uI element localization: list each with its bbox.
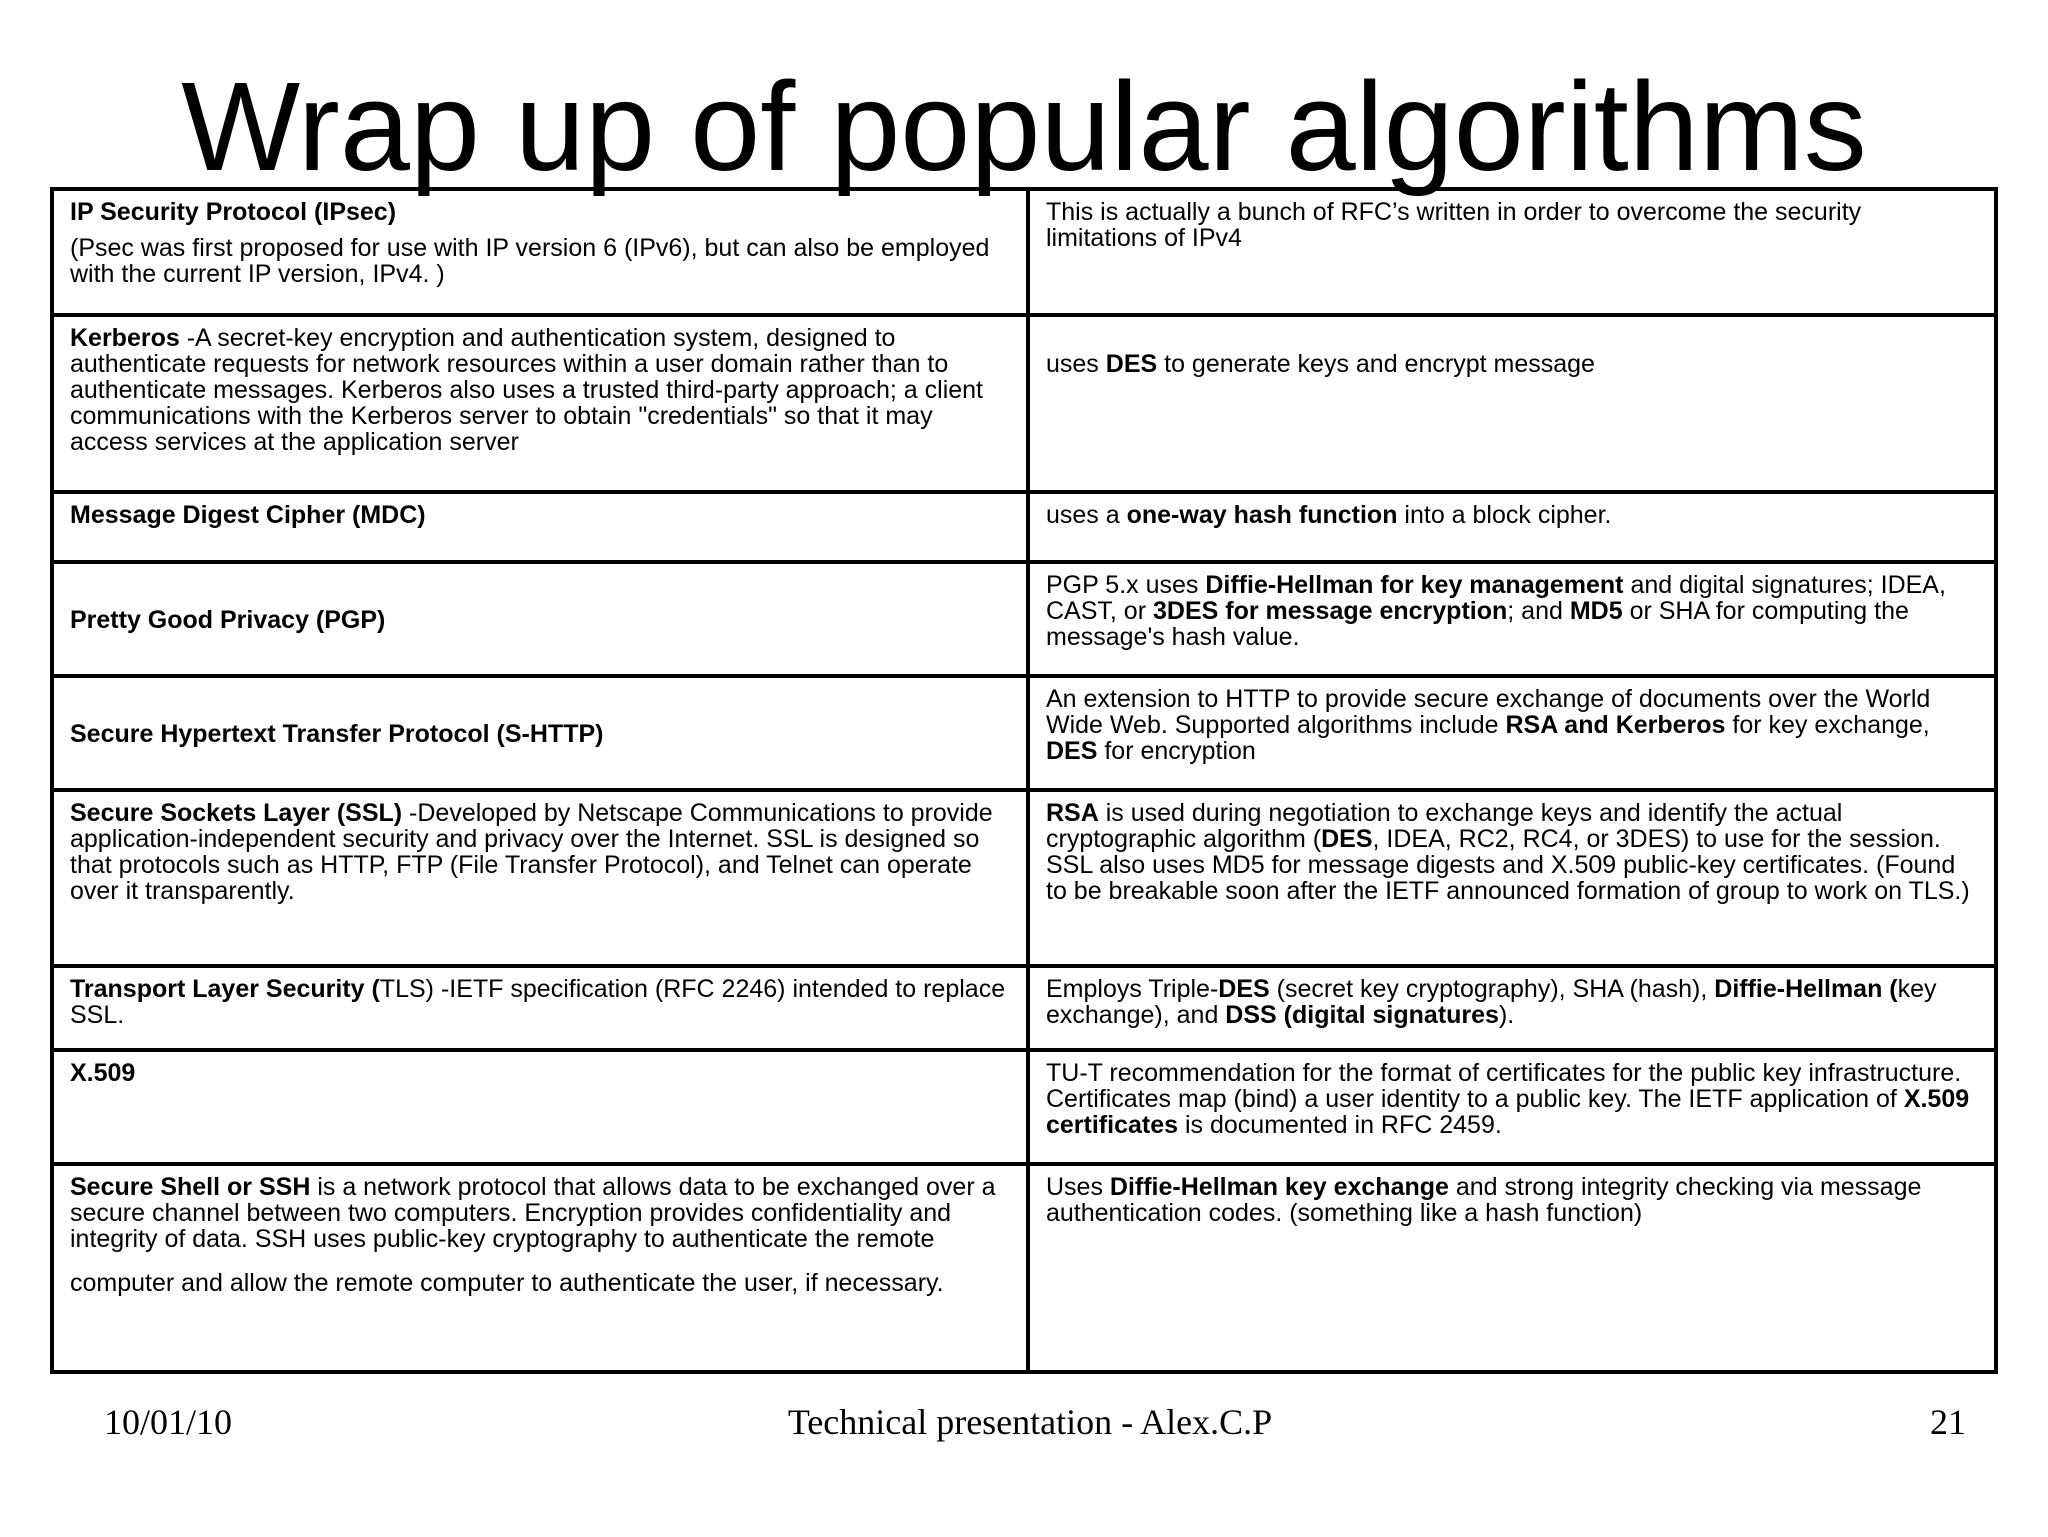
cell-x509-detail xyxy=(1028,1050,1996,1164)
slide-title: Wrap up of popular algorithms xyxy=(181,56,1867,197)
algorithm-description: is a network protocol that allows data to be exchanged over a secure channel between two computers. Encryption provides confidentiality and integrity of data. SSH uses public-key cryptography to authenticate the remote xyxy=(70,1173,996,1253)
detail-text: TU-T recommendation for the format of certificates for the public key infrastructure. Certificates map (bind) a user identity to a public key. The IETF application of xyxy=(1046,1059,1962,1113)
cell-pgp-detail xyxy=(1028,562,1996,676)
detail-keyword: DSS (digital signatures xyxy=(1225,1001,1499,1029)
algorithm-name: IP Security Protocol (IPsec) xyxy=(70,198,397,226)
cell-tls-name xyxy=(52,966,1028,1050)
table-row-pgp xyxy=(52,562,1996,676)
detail-text: Uses xyxy=(1046,1173,1110,1201)
detail-keyword: Diffie-Hellman ( xyxy=(1714,975,1898,1003)
detail-keyword: DES xyxy=(1321,825,1373,853)
detail-text: uses xyxy=(1046,350,1106,378)
table-row-x509 xyxy=(52,1050,1996,1164)
algorithm-name: Message Digest Cipher (MDC) xyxy=(70,501,426,529)
table-row-tls xyxy=(52,966,1996,1050)
algorithm-name: Secure Sockets Layer (SSL) xyxy=(70,799,403,827)
detail-text: ; and xyxy=(1507,597,1570,625)
footer-date: 10/01/10 xyxy=(104,1402,233,1442)
cell-kerberos-name xyxy=(52,315,1028,492)
algorithm-name: Transport Layer Security ( xyxy=(70,975,380,1003)
detail-keyword: RSA xyxy=(1046,799,1099,827)
algorithm-description: TLS) -IETF specification (RFC 2246) intended to replace SSL. xyxy=(70,975,1006,1029)
cell-mdc-detail xyxy=(1028,492,1996,562)
algorithm-description: -Developed by Netscape Communications to provide application-independent security and privacy over the Internet. SSL is designed so that protocols such as HTTP, FTP (File Transfer Protocol), and Telnet can operate over it transparently. xyxy=(70,799,993,905)
detail-text: for encryption xyxy=(1097,737,1256,765)
cell-ssl-detail xyxy=(1028,790,1996,966)
algorithm-name: Secure Hypertext Transfer Protocol (S-HTTP) xyxy=(70,720,604,748)
detail-keyword: RSA and Kerberos xyxy=(1505,711,1726,739)
detail-text: uses a xyxy=(1046,501,1127,529)
cell-ssl-name xyxy=(52,790,1028,966)
detail-text: into a block cipher. xyxy=(1397,501,1612,529)
detail-keyword: Diffie-Hellman key exchange xyxy=(1109,1173,1449,1201)
table-row-ssh xyxy=(52,1164,1996,1372)
table-row-ipsec xyxy=(52,189,1996,315)
detail-text: is used during negotiation to exchange keys and identify the actual cryptographic algorithm ( xyxy=(1046,799,1843,853)
algorithms-table-wrapper xyxy=(50,187,1994,1374)
algorithm-name: X.509 xyxy=(70,1059,136,1087)
cell-mdc-name xyxy=(52,492,1028,562)
cell-kerberos-detail xyxy=(1028,315,1996,492)
algorithm-name: Secure Shell or SSH xyxy=(70,1173,311,1201)
cell-x509-name xyxy=(52,1050,1028,1164)
detail-keyword: DES xyxy=(1046,737,1098,765)
cell-ssh-name xyxy=(52,1164,1028,1372)
table-row-mdc xyxy=(52,492,1996,562)
cell-pgp-name xyxy=(52,562,1028,676)
detail-text: or SHA for computing the message's hash value. xyxy=(1046,597,1909,651)
detail-text: An extension to HTTP to provide secure exchange of documents over the World Wide Web. Supported algorithms include xyxy=(1046,685,1931,739)
detail-text: ). xyxy=(1498,1001,1515,1029)
table-row-ssl xyxy=(52,790,1996,966)
detail-text: key exchange), and xyxy=(1046,975,1937,1029)
detail-text: for key exchange, xyxy=(1725,711,1930,739)
detail-keyword: 3DES for message encryption xyxy=(1152,597,1508,625)
detail-keyword: DES xyxy=(1105,350,1158,378)
footer-presentation-title: Technical presentation - Alex.C.P xyxy=(787,1402,1273,1442)
detail-keyword: Diffie-Hellman for key management xyxy=(1205,571,1624,599)
algorithm-description-continued: computer and allow the remote computer to authenticate the user, if necessary. xyxy=(70,1269,944,1297)
algorithm-description: -A secret-key encryption and authentication system, designed to authenticate requests for network resources within a user domain rather than to authenticate messages. Kerberos also uses a trusted third-party approach; a client communications with the Kerberos server to obtain "credentials" so that it may access services at the application server xyxy=(70,324,984,456)
detail-text: Employs Triple- xyxy=(1046,975,1219,1003)
detail-text: and strong integrity checking via message authentication codes. (something like a hash function) xyxy=(1046,1173,1922,1227)
detail-text: , IDEA, RC2, RC4, or 3DES) to use for the session. SSL also uses MD5 for message digests and X.509 public-key certificates. (Found to be breakable soon after the IETF announced formation of group to work on TLS.) xyxy=(1046,825,1970,905)
detail-keyword: DES xyxy=(1218,975,1270,1003)
algorithms-table xyxy=(50,187,1998,1374)
detail-keyword: X.509 certificates xyxy=(1046,1085,1970,1139)
detail-text: and digital signatures; IDEA, CAST, or xyxy=(1046,571,1946,625)
algorithm-note: (Psec was first proposed for use with IP version 6 (IPv6), but can also be employed with the current IP version, IPv4. ) xyxy=(70,234,990,288)
detail-keyword: MD5 xyxy=(1569,597,1623,625)
table-row-kerberos xyxy=(52,315,1996,492)
table-row-shttp xyxy=(52,676,1996,790)
detail-text: to generate keys and encrypt message xyxy=(1157,350,1595,378)
cell-shttp-detail xyxy=(1028,676,1996,790)
algorithm-name: Kerberos xyxy=(70,324,180,352)
detail-text: (secret key cryptography), SHA (hash), xyxy=(1269,975,1715,1003)
detail-text: is documented in RFC 2459. xyxy=(1178,1111,1502,1139)
cell-ipsec-name xyxy=(52,189,1028,315)
cell-tls-detail xyxy=(1028,966,1996,1050)
cell-ssh-detail xyxy=(1028,1164,1996,1372)
algorithm-detail: This is actually a bunch of RFC’s written in order to overcome the security limitations of IPv4 xyxy=(1046,198,1862,252)
footer-page-number: 21 xyxy=(1930,1402,1966,1442)
algorithm-name: Pretty Good Privacy (PGP) xyxy=(70,606,386,634)
detail-text: PGP 5.x uses xyxy=(1046,571,1206,599)
detail-keyword: one-way hash function xyxy=(1126,501,1398,529)
cell-shttp-name xyxy=(52,676,1028,790)
cell-ipsec-detail xyxy=(1028,189,1996,315)
